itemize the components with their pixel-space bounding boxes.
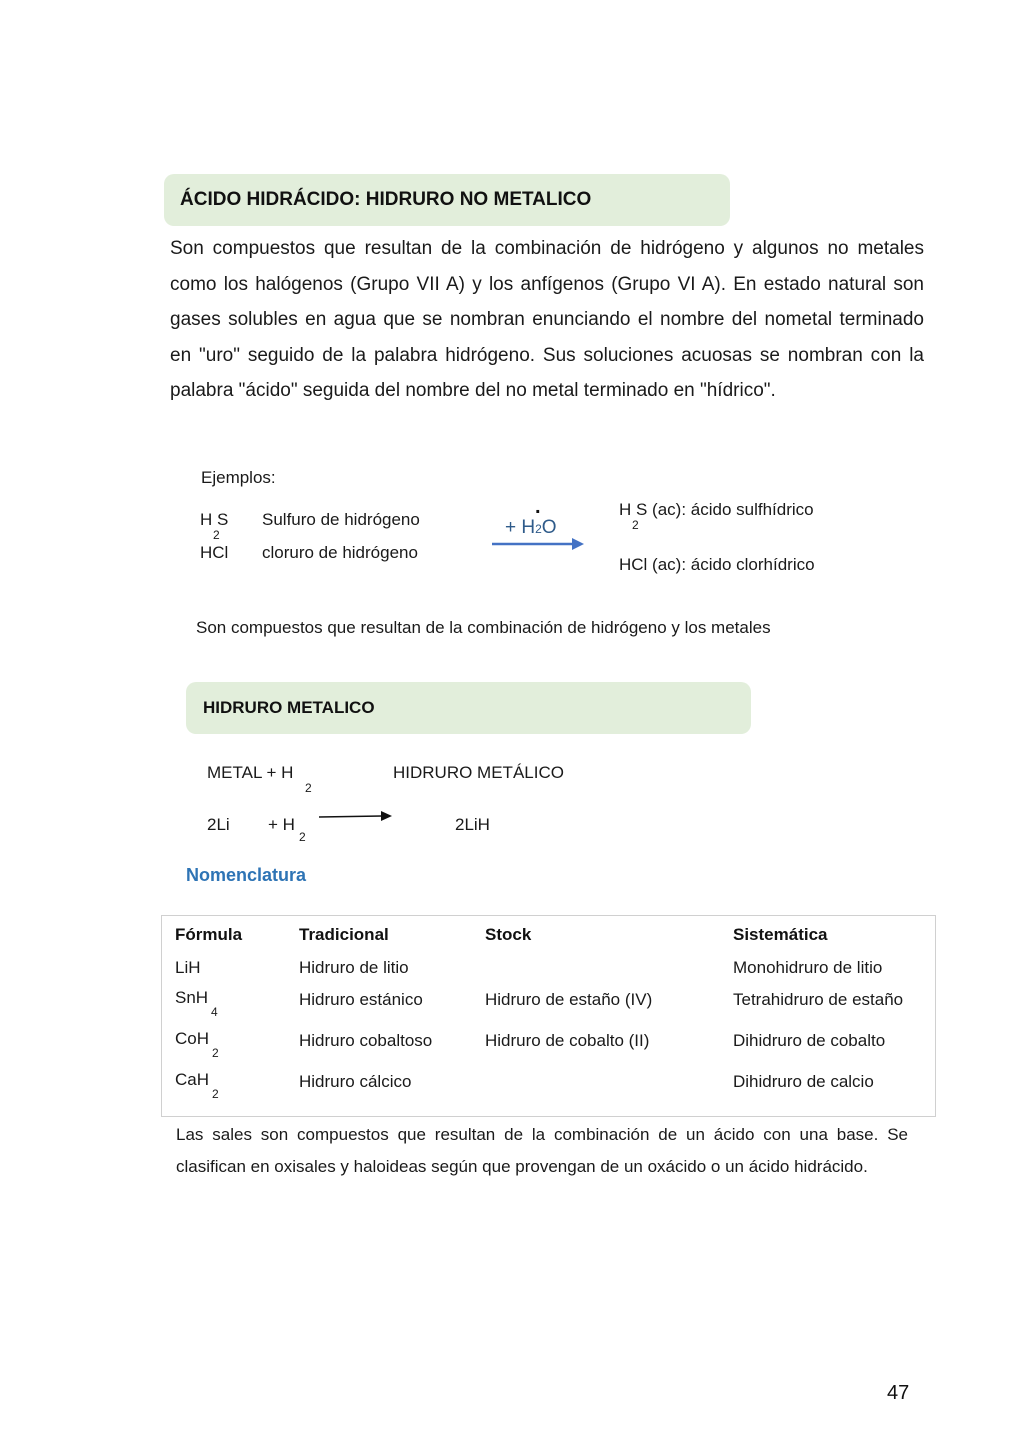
- reagent-subscript: 2: [535, 522, 542, 536]
- example-name-h2s: Sulfuro de hidrógeno: [262, 510, 420, 529]
- formula-subscript: 2: [212, 1087, 219, 1101]
- section-heading-hidruro-metalico: [186, 682, 751, 734]
- equation-left-text: METAL + H: [207, 763, 294, 782]
- equation-left-subscript: 2: [305, 781, 312, 795]
- example-formula-h2s: [200, 510, 229, 542]
- table-cell-sistematica: Tetrahidruro de estaño: [733, 990, 904, 1009]
- dot-mark: .: [535, 496, 541, 518]
- example-reactant-2li: 2Li: [207, 815, 230, 834]
- reagent-suffix: O: [541, 517, 557, 538]
- example-formula-hcl: HCl: [200, 543, 229, 562]
- general-equation-right: HIDRURO METÁLICO: [393, 763, 564, 782]
- formula-main: H S: [200, 510, 229, 529]
- table-cell-formula: [175, 1029, 219, 1060]
- heading-text: ÁCIDO HIDRÁCIDO: HIDRURO NO METALICO: [180, 189, 592, 210]
- table-cell-stock: Hidruro de estaño (IV): [485, 990, 653, 1009]
- formula-subscript: 4: [211, 1005, 218, 1019]
- general-equation-left: [207, 763, 312, 795]
- example-reactant-h2: [268, 815, 306, 844]
- formula-subscript: 2: [213, 528, 220, 542]
- table-cell-tradicional: Hidruro cálcico: [299, 1072, 412, 1091]
- header-stock: Stock: [485, 925, 532, 944]
- table-cell-formula: [175, 1070, 219, 1101]
- reaction-arrow-icon: [318, 810, 394, 824]
- table-cell-formula: LiH: [175, 958, 201, 977]
- nomenclature-title: Nomenclatura: [186, 865, 307, 885]
- table-cell-stock: Hidruro de cobalto (II): [485, 1031, 650, 1050]
- result-h2s-text: H S (ac): ácido sulfhídrico: [619, 500, 814, 519]
- metal-hydride-note: Son compuestos que resultan de la combinación de hidrógeno y los metales: [196, 618, 771, 637]
- formula-main: SnH: [175, 988, 209, 1007]
- salts-paragraph: Las sales son compuestos que resultan de la combinación de un ácido con una base. Se clasifican en oxisales y haloideas según que provengan de un oxácido o un ácido hidrácido.: [176, 1125, 908, 1176]
- reactant-subscript: 2: [299, 830, 306, 844]
- formula-main: CaH: [175, 1070, 210, 1089]
- heading-text: HIDRURO METALICO: [203, 698, 375, 717]
- table-cell-tradicional: Hidruro estánico: [299, 990, 423, 1009]
- header-sistematica: Sistemática: [733, 925, 828, 944]
- formula-subscript: 2: [212, 1046, 219, 1060]
- table-cell-formula: [175, 988, 218, 1019]
- table-cell-tradicional: Hidruro de litio: [299, 958, 409, 977]
- result-h2s: [619, 500, 814, 532]
- example-product-2lih: 2LiH: [455, 815, 490, 834]
- header-tradicional: Tradicional: [299, 925, 389, 944]
- reaction-arrow-icon: [490, 536, 586, 552]
- table-cell-sistematica: Dihidruro de calcio: [733, 1072, 874, 1091]
- formula-main: CoH: [175, 1029, 210, 1048]
- example-name-hcl: cloruro de hidrógeno: [262, 543, 418, 562]
- examples-label: Ejemplos:: [201, 468, 276, 487]
- section-heading-acido-hidracido: [164, 174, 730, 226]
- reactant-h-text: + H: [268, 815, 295, 834]
- table-cell-sistematica: Dihidruro de cobalto: [733, 1031, 886, 1050]
- page-number: 47: [887, 1382, 910, 1404]
- table-cell-sistematica: Monohidruro de litio: [733, 958, 883, 977]
- intro-paragraph: Son compuestos que resultan de la combinación de hidrógeno y algunos no metales como los halógenos (Grupo VII A) y los anfígenos (Grupo VI A). En estado natural son gases solubles en agua que se nombran enunciando el nombre del nometal terminado en "uro" seguido de la palabra hidrógeno. Sus soluciones acuosas se nombran con la palabra "ácido" seguida del nombre del no metal terminado en "hídrico".: [170, 238, 924, 401]
- result-h2s-subscript: 2: [632, 518, 639, 532]
- reagent-prefix: + H: [505, 517, 536, 538]
- header-formula: Fórmula: [175, 925, 243, 944]
- result-hcl: HCl (ac): ácido clorhídrico: [619, 555, 815, 574]
- table-cell-tradicional: Hidruro cobaltoso: [299, 1031, 433, 1050]
- nomenclature-table: [161, 915, 936, 1117]
